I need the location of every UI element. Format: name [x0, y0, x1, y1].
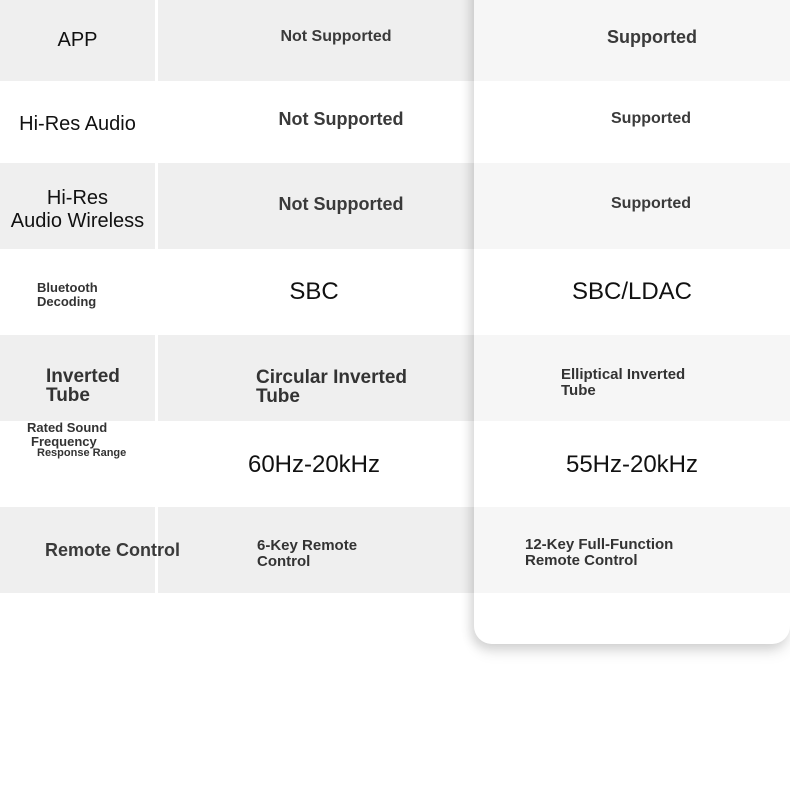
column-divider	[155, 0, 158, 81]
standard-value-hires-wireless: Not Supported	[278, 193, 404, 214]
row-label-frequency-line2: Frequency	[31, 433, 97, 449]
standard-value-inverted-tube: Circular Inverted Tube	[256, 367, 407, 407]
standard-value-bluetooth: SBC	[289, 277, 339, 305]
row-label-bluetooth: Bluetooth Decoding	[37, 280, 98, 309]
row-label-app: APP	[57, 29, 98, 52]
premium-value-bluetooth: SBC/LDAC	[571, 277, 693, 305]
premium-value-remote: 12-Key Full-Function Remote Control	[525, 536, 674, 569]
row-label-hires-audio: Hi-Res Audio	[19, 112, 136, 135]
row-label-frequency	[27, 421, 152, 503]
premium-value-app: Supported	[607, 26, 697, 47]
standard-value-remote: 6-Key Remote Control	[257, 537, 358, 570]
row-label-remote: Remote Control	[45, 539, 180, 560]
row-label-frequency-line3: Response Range	[37, 447, 127, 460]
row-label-inverted-tube: Inverted Tube	[46, 366, 120, 406]
standard-value-frequency: 60Hz-20kHz	[247, 450, 381, 478]
standard-value-hires-audio: Not Supported	[278, 108, 404, 129]
column-divider	[155, 163, 158, 249]
row-label-hires-wireless: Hi-Res Audio Wireless	[10, 187, 145, 232]
standard-value-app: Not Supported	[280, 28, 392, 46]
premium-value-frequency: 55Hz-20kHz	[565, 450, 699, 478]
premium-value-inverted-tube: Elliptical Inverted Tube	[561, 366, 686, 399]
row-label-frequency-line1: Rated Sound	[27, 420, 108, 435]
premium-value-hires-wireless: Supported	[611, 195, 691, 213]
premium-value-hires-audio: Supported	[611, 110, 691, 128]
